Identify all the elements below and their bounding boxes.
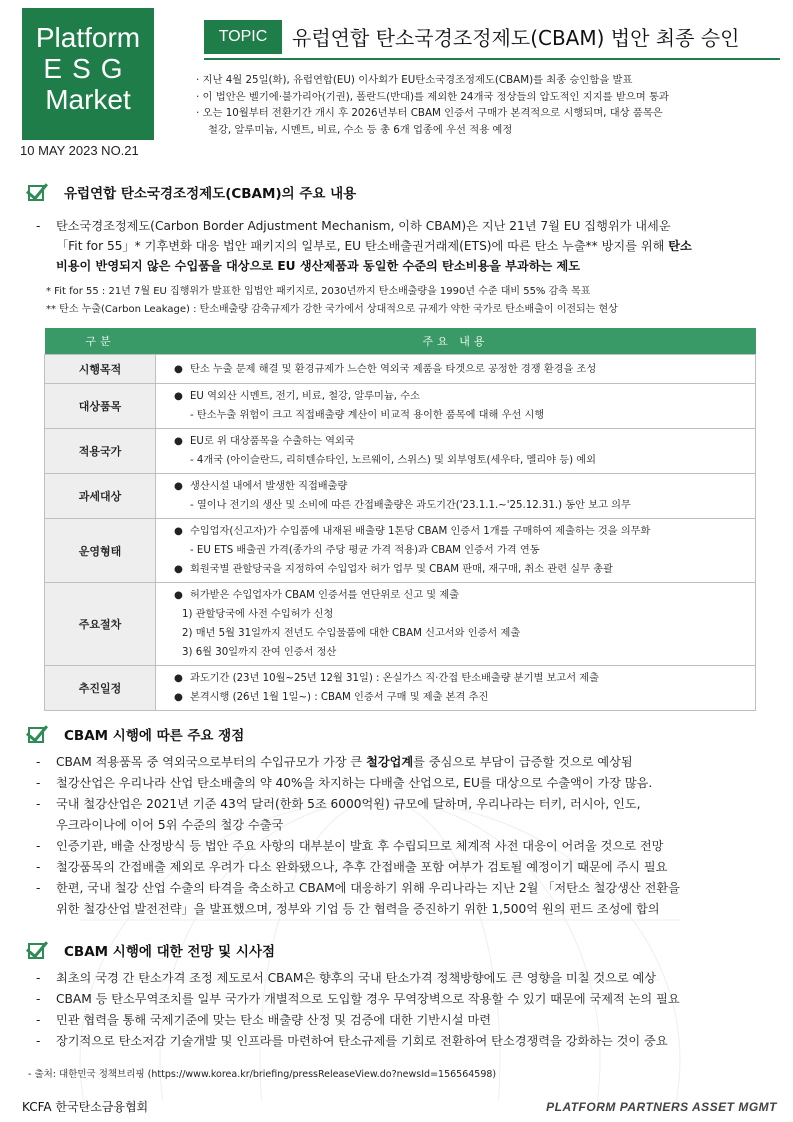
row-content bbox=[156, 384, 756, 429]
item-text: 회원국별 관할당국을 지정하여 수입업자 허가 업무 및 CBAM 판매, 재구매, 취소 관련 실무 총괄 bbox=[190, 564, 613, 575]
logo-line-3: Market bbox=[45, 84, 131, 115]
table-row bbox=[45, 519, 756, 583]
emphasis-text: 철강업계 bbox=[366, 755, 414, 769]
item-text: 철강산업은 우리나라 산업 탄소배출의 약 40%을 차지하는 다배출 산업으로, EU를 대상으로 수출액이 가장 많음. bbox=[56, 776, 653, 790]
item-text: 허가받은 수입업자가 CBAM 인증서를 연단위로 신고 및 제출 bbox=[190, 590, 460, 601]
filled-circle-bullet-icon: ● bbox=[174, 526, 183, 537]
section-3-list bbox=[36, 968, 772, 1052]
item-text: EU 역외산 시멘트, 전기, 비료, 철강, 알루미늄, 수소 bbox=[190, 391, 420, 402]
item-text: 탄소 누출 문제 해결 및 환경규제가 느슨한 역외국 제품을 타겟으로 공정한 경쟁 환경을 조성 bbox=[190, 363, 597, 375]
bullet-item bbox=[174, 688, 745, 707]
table-row bbox=[45, 474, 756, 519]
list-item bbox=[36, 857, 772, 878]
list-item bbox=[36, 794, 772, 815]
summary-line: · 이 법안은 벨기에·불가리아(기권), 폴란드(반대)를 제외한 24개국 정상들의 압도적인 지지를 받으며 통과 bbox=[196, 90, 669, 103]
bullet-item bbox=[174, 586, 745, 605]
checkbox-check-icon bbox=[28, 939, 50, 961]
bullet-item bbox=[174, 477, 745, 496]
summary-line: · 오는 10월부터 전환기간 개시 후 2026년부터 CBAM 인증서 구매가 본격적으로 시행되며, 대상 품목은 bbox=[196, 107, 663, 119]
footnote-carbon-leakage: ** 탄소 누출(Carbon Leakage) : 탄소배출량 감축규제가 강한 국가에서 상대적으로 규제가 약한 국가로 탄소배출이 이전되는 현상 bbox=[46, 304, 618, 315]
dash-marker: - bbox=[36, 797, 41, 811]
item-text: 본격시행 (26년 1월 1일~) : CBAM 인증서 구매 및 제출 본격 추진 bbox=[190, 692, 489, 703]
source-citation: - 출처: 대한민국 정책브리핑 (https://www.korea.kr/briefing/pressReleaseView.do?newsId=156564598) bbox=[28, 1069, 497, 1080]
dash-marker: - bbox=[36, 971, 41, 985]
dash-marker: - bbox=[36, 1013, 41, 1027]
item-text: 국내 철강산업은 2021년 기준 43억 달러(한화 5조 6000억원) 규모에 달하며, 우리나라는 터키, 러시아, 인도, bbox=[56, 797, 641, 811]
section-3-heading bbox=[28, 938, 275, 962]
bullet-item bbox=[174, 432, 745, 451]
table-header-row bbox=[45, 328, 756, 355]
item-text: - EU ETS 배출권 가격(종가의 주당 평균 가격 적용)과 CBAM 인증서 가격 연동 bbox=[190, 545, 540, 556]
row-category: 운영형태 bbox=[45, 519, 156, 583]
list-item bbox=[36, 752, 772, 773]
list-item bbox=[36, 989, 772, 1010]
item-text: EU로 위 대상품목을 수출하는 역외국 bbox=[190, 436, 355, 447]
checkbox-check-icon bbox=[28, 181, 50, 203]
footnote-fit-for-55: * Fit for 55 : 21년 7월 EU 집행위가 발표한 입법안 패키지로, 2030년까지 탄소배출량을 1990년 수준 대비 55% 감축 목표 bbox=[46, 286, 591, 297]
row-content bbox=[156, 583, 756, 666]
filled-circle-bullet-icon: ● bbox=[174, 692, 183, 703]
item-text: 1) 관할당국에 사전 수입허가 신청 bbox=[182, 609, 334, 620]
item-text: 2) 매년 5월 31일까지 전년도 수입물품에 대한 CBAM 신고서와 인증서 제출 bbox=[182, 628, 521, 639]
item-text: 민관 협력을 통해 국제기준에 맞는 탄소 배출량 산정 및 검증에 대한 기반시설 마련 bbox=[56, 1013, 492, 1027]
header-content: 주요 내용 bbox=[156, 328, 756, 355]
dash-marker: - bbox=[36, 755, 41, 769]
cbam-summary-table bbox=[44, 328, 756, 711]
row-category: 대상품목 bbox=[45, 384, 156, 429]
bullet-item bbox=[174, 560, 745, 579]
sub-item bbox=[174, 624, 745, 643]
item-text: 장기적으로 탄소저감 기술개발 및 인프라를 마련하여 탄소규제를 기회로 전환하여 탄소경쟁력을 강화하는 것이 중요 bbox=[56, 1034, 668, 1048]
row-category: 시행목적 bbox=[45, 355, 156, 384]
item-text: 과도기간 (23년 10월~25년 12월 31일) : 온실가스 직·간접 탄소배출량 분기별 보고서 제출 bbox=[190, 673, 599, 684]
section-2-title: CBAM 시행에 따른 주요 쟁점 bbox=[64, 728, 245, 744]
table-row bbox=[45, 583, 756, 666]
bullet-item bbox=[174, 387, 745, 406]
section-1-heading bbox=[28, 180, 356, 204]
row-category: 주요절차 bbox=[45, 583, 156, 666]
logo-line-1: Platform bbox=[35, 22, 141, 53]
bullet-item bbox=[174, 522, 745, 541]
dash-marker: - bbox=[36, 219, 41, 233]
dash-marker: - bbox=[36, 992, 41, 1006]
item-text: CBAM 등 탄소무역조치를 일부 국가가 개별적으로 도입할 경우 무역장벽으로 작용할 수 있기 때문에 국제적 논의 필요 bbox=[56, 992, 680, 1006]
list-item bbox=[36, 1010, 772, 1031]
dash-marker: - bbox=[36, 860, 41, 874]
platform-esg-market-logo bbox=[22, 8, 154, 140]
header-category: 구분 bbox=[45, 328, 156, 355]
section-2-list bbox=[36, 752, 772, 920]
table-row bbox=[45, 666, 756, 711]
para-line-1: 탄소국경조정제도(Carbon Border Adjustment Mechanism, 이하 CBAM)은 지난 21년 7월 EU 집행위가 내세운 bbox=[56, 219, 671, 233]
topic-underline bbox=[204, 58, 780, 60]
row-category: 적용국가 bbox=[45, 429, 156, 474]
row-content bbox=[156, 519, 756, 583]
topic-title: 유럽연합 탄소국경조정제도(CBAM) 법안 최종 승인 bbox=[292, 26, 740, 50]
row-content bbox=[156, 355, 756, 384]
list-item bbox=[36, 1031, 772, 1052]
summary-line: · 지난 4월 25일(화), 유럽연합(EU) 이사회가 EU탄소국경조정제도(CBAM)를 최종 승인함을 발표 bbox=[196, 74, 633, 86]
sub-item bbox=[174, 451, 745, 470]
issue-date: 10 MAY 2023 NO.21 bbox=[20, 143, 139, 158]
table-row bbox=[45, 384, 756, 429]
list-item bbox=[36, 836, 772, 857]
filled-circle-bullet-icon: ● bbox=[174, 673, 183, 684]
item-text: 최초의 국경 간 탄소가격 조정 제도로서 CBAM은 향후의 국내 탄소가격 정책방향에도 큰 영향을 미칠 것으로 예상 bbox=[56, 971, 657, 985]
row-content bbox=[156, 666, 756, 711]
dash-marker: - bbox=[36, 881, 41, 895]
section-2-heading bbox=[28, 722, 244, 746]
para-line-2: 「Fit for 55」* 기후변화 대응 법안 패키지의 일부로, EU 탄소배출권거래제(ETS)에 따른 탄소 누출** 방지를 위해 bbox=[56, 239, 669, 253]
list-item bbox=[36, 878, 772, 899]
section-1-title: 유럽연합 탄소국경조정제도(CBAM)의 주요 내용 bbox=[64, 186, 357, 202]
filled-circle-bullet-icon: ● bbox=[174, 590, 183, 601]
table-row bbox=[45, 355, 756, 384]
brand-wordmark: PLATFORM PARTNERS ASSET MGMT bbox=[546, 1100, 777, 1114]
dash-marker: - bbox=[36, 1034, 41, 1048]
para-line-2-bold: 탄소 bbox=[668, 239, 692, 253]
item-text: - 열이나 전기의 생산 및 소비에 따른 간접배출량은 과도기간('23.1.1.~'25.12.31.) 동안 보고 의무 bbox=[190, 500, 631, 511]
filled-circle-bullet-icon: ● bbox=[174, 564, 183, 575]
filled-circle-bullet-icon: ● bbox=[174, 481, 183, 492]
sub-item bbox=[174, 496, 745, 515]
item-text: 수입업자(신고자)가 수입품에 내재된 배출량 1톤당 CBAM 인증서 1개를 구매하여 제출하는 것을 의무화 bbox=[190, 526, 651, 537]
summary-line: 철강, 알루미늄, 시멘트, 비료, 수소 등 총 6개 업종에 우선 적용 예정 bbox=[208, 123, 513, 136]
sub-item bbox=[174, 643, 745, 662]
dash-marker: - bbox=[36, 839, 41, 853]
row-content bbox=[156, 474, 756, 519]
list-item-continuation: 위한 철강산업 발전전략」을 발표했으며, 정부와 기업 등 간 협력을 증진하기 위한 1,500억 원의 펀드 조성에 합의 bbox=[56, 902, 660, 916]
item-text: 철강품목의 간접배출 제외로 우려가 다소 완화됐으나, 추후 간접배출 포함 여부가 검토될 예정이기 때문에 주시 필요 bbox=[56, 860, 668, 874]
table-row bbox=[45, 429, 756, 474]
para-line-3-bold: 비용이 반영되지 않은 수입품을 대상으로 EU 생산제품과 동일한 수준의 탄소비용을 부과하는 제도 bbox=[56, 259, 581, 273]
sub-item bbox=[174, 406, 745, 425]
sub-item bbox=[174, 541, 745, 560]
filled-circle-bullet-icon: ● bbox=[174, 436, 183, 447]
footnotes bbox=[46, 283, 786, 319]
bullet-item bbox=[174, 669, 745, 688]
section-1-paragraph bbox=[36, 216, 772, 276]
topic-summary bbox=[196, 72, 786, 138]
list-item bbox=[36, 968, 772, 989]
row-category: 추진일정 bbox=[45, 666, 156, 711]
item-text: 생산시설 내에서 발생한 직접배출량 bbox=[190, 481, 348, 492]
item-text: 한편, 국내 철강 산업 수출의 타격을 축소하고 CBAM에 대응하기 위해 우리나라는 지난 2월 「저탄소 철강생산 전환을 bbox=[56, 881, 680, 895]
item-text: CBAM 적용품목 중 역외국으로부터의 수입규모가 가장 큰 bbox=[56, 755, 367, 769]
logo-line-2: ESG bbox=[43, 53, 133, 84]
item-text: 인증기관, 배출 산정방식 등 법안 주요 사항의 대부분이 발효 후 수립되므로 체계적 사전 대응이 어려울 것으로 전망 bbox=[56, 839, 664, 853]
item-text: 3) 6월 30일까지 잔여 인증서 정산 bbox=[182, 647, 337, 658]
topic-badge: TOPIC bbox=[204, 20, 282, 54]
list-item bbox=[36, 773, 772, 794]
item-text: - 4개국 (아이슬란드, 리히텐슈타인, 노르웨이, 스위스) 및 외부영토(세우타, 멜리야 등) 예외 bbox=[190, 455, 596, 466]
dash-marker: - bbox=[36, 776, 41, 790]
item-text: - 탄소누출 위험이 크고 직접배출량 계산이 비교적 용이한 품목에 대해 우선 시행 bbox=[190, 410, 545, 421]
bullet-item bbox=[174, 360, 745, 379]
filled-circle-bullet-icon: ● bbox=[174, 363, 183, 375]
item-text: 를 중심으로 부담이 급증할 것으로 예상됨 bbox=[413, 755, 633, 769]
filled-circle-bullet-icon: ● bbox=[174, 391, 183, 402]
list-item-continuation: 우크라이나에 이어 5위 수준의 철강 수출국 bbox=[56, 818, 284, 832]
row-content bbox=[156, 429, 756, 474]
organization-name: KCFA 한국탄소금융협회 bbox=[22, 1100, 149, 1114]
row-category: 과세대상 bbox=[45, 474, 156, 519]
sub-item bbox=[174, 605, 745, 624]
checkbox-check-icon bbox=[28, 723, 50, 745]
section-3-title: CBAM 시행에 대한 전망 및 시사점 bbox=[64, 944, 276, 960]
